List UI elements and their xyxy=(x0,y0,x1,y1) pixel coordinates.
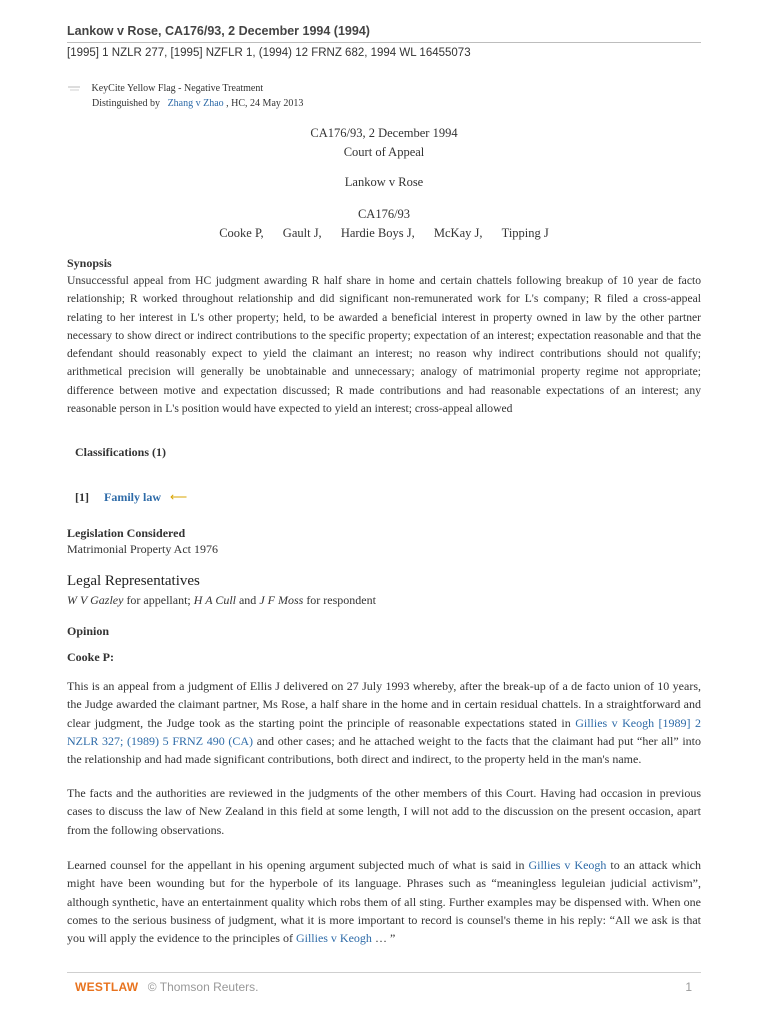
page-footer xyxy=(75,980,695,994)
judge-name: Tipping J xyxy=(501,226,549,240)
respondent-counsel-2: J F Moss xyxy=(259,593,304,607)
synopsis-text: Unsuccessful appeal from HC judgment awarding R half share in home and certain chattels following breakup of 10 year de facto relationship; R worked throughout relationship and did significant non-remunerated work for L's company; R filed a cross-appeal relating to her interest in L's other property; held, to be awarded a beneficial interest in property owned in law by the other partner necessary to show direct or indirect contributions to the specific property; expectation of an interest; expectation reasonable and that the defendant should reasonably expect to yield the claimant an interest; no reason why indirect contributions should not qualify; arithmetical precision will generally be unobtainable and unnecessary; analogy of matrimonial property regime not appropriate; difference between motive and expectation discussed; R made contributions and had reasonable expectations of an interest; any reasonable person in L's position would have expected to yield an interest; cross-appeal allowed xyxy=(67,274,701,416)
keynumber-arrow-icon[interactable]: ⟵ xyxy=(170,490,188,504)
document-title: Lankow v Rose, CA176/93, 2 December 1994 (1994) xyxy=(67,24,370,38)
paragraph-text: This is an appeal from a judgment of Ellis J delivered on 27 July 1993 whereby, after the break-up of a de facto union of 10 years, the Judge awarded the claimant partner, Ms Rose, a half share in the home and in certain residual chattels. In a straightforward and clear judgment, the Judge took as the starting point the principle of reasonable expectations stated in xyxy=(67,679,701,730)
gillies-v-keogh-link[interactable]: Gillies v Keogh xyxy=(528,858,607,872)
opinion-paragraph-2: The facts and the authorities are reviewed in the judgments of the other members of this Court. Having had occasion in previous cases to discuss the law of New Zealand in this field at some length, I will not add to the discussion on the present occasion, apart from the following observations. xyxy=(67,786,701,837)
paragraph-text: Learned counsel for the appellant in his opening argument subjected much of what is said in xyxy=(67,858,529,872)
keycite-flag-text: KeyCite Yellow Flag - Negative Treatment xyxy=(91,83,264,94)
paragraph-text: to an attack which might have been wounding but for the hyperbole of its language. Phrases such as “meaningless leguleian judicial activism”, although synthetic, have an entertainment quality which robs them of all sting. Further examples may be dispensed with. When one comes to the serious business of judgment, what it is more important to record is counsel's theme in his reply: “All we ask is that you will apply the evidence to the principles of xyxy=(67,858,701,946)
legislation-section xyxy=(67,526,701,557)
representatives-heading: Legal Representatives xyxy=(67,573,200,589)
footer-divider xyxy=(67,972,701,973)
respondent-label: for respondent xyxy=(303,593,376,607)
judge-name: Hardie Boys J, xyxy=(340,226,415,240)
representatives-section xyxy=(67,573,701,608)
zhang-v-zhao-link[interactable]: Zhang v Zhao xyxy=(167,98,224,109)
appellant-label: for appellant; xyxy=(123,593,194,607)
representatives-text xyxy=(67,593,701,608)
judge-heading: Cooke P: xyxy=(67,650,114,664)
judge-name: Gault J, xyxy=(282,226,322,240)
gillies-v-keogh-citation-link[interactable]: Gillies v Keogh [1989] 2 NZLR 327; (1989) 5 FRNZ 490 (CA) xyxy=(67,715,702,748)
judge-name: McKay J, xyxy=(433,226,483,240)
distinguished-by-label: Distinguished by xyxy=(92,98,161,109)
judge-name: Cooke P, xyxy=(219,226,264,240)
case-number-date: CA176/93, 2 December 1994 xyxy=(310,126,458,140)
and-label: and xyxy=(235,593,260,607)
case-name: Lankow v Rose xyxy=(344,175,424,189)
classification-item xyxy=(75,490,709,505)
appellant-counsel: W V Gazley xyxy=(67,593,124,607)
document-header xyxy=(67,23,701,60)
paragraph-text: … ” xyxy=(371,931,396,946)
page-number: 1 xyxy=(685,980,692,994)
keycite-block xyxy=(67,81,303,111)
keycite-flag-icon xyxy=(67,86,81,92)
court-name: Court of Appeal xyxy=(343,145,425,159)
legislation-heading: Legislation Considered xyxy=(67,526,186,540)
keycite-suffix: , HC, 24 May 2013 xyxy=(226,98,304,109)
opinion-paragraph-1 xyxy=(67,677,701,768)
westlaw-logo: WESTLAW xyxy=(75,980,139,994)
paragraph-text: and other cases; and he attached weight to the facts that the claimant had put “her all” into the relationship and had made significant contributions, both direct and indirect, to the property held in the man's name. xyxy=(67,733,701,767)
case-number: CA176/93 xyxy=(357,207,411,221)
synopsis-section xyxy=(67,256,701,418)
opinion-heading: Opinion xyxy=(67,624,110,638)
gillies-v-keogh-link[interactable]: Gillies v Keogh xyxy=(295,931,372,946)
legislation-text: Matrimonial Property Act 1976 xyxy=(67,542,218,556)
header-divider xyxy=(67,42,701,43)
parallel-citations: [1995] 1 NZLR 277, [1995] NZFLR 1, (1994) 12 FRNZ 682, 1994 WL 16455073 xyxy=(67,47,471,59)
classification-index: [1] xyxy=(75,490,89,504)
family-law-link[interactable]: Family law xyxy=(104,490,161,504)
judges-list xyxy=(67,226,701,241)
classifications-heading: Classifications (1) xyxy=(75,445,166,459)
opinion-paragraph-3 xyxy=(67,856,701,947)
respondent-counsel-1: H A Cull xyxy=(193,593,236,607)
synopsis-heading: Synopsis xyxy=(67,256,112,270)
copyright-text: © Thomson Reuters. xyxy=(147,980,259,994)
